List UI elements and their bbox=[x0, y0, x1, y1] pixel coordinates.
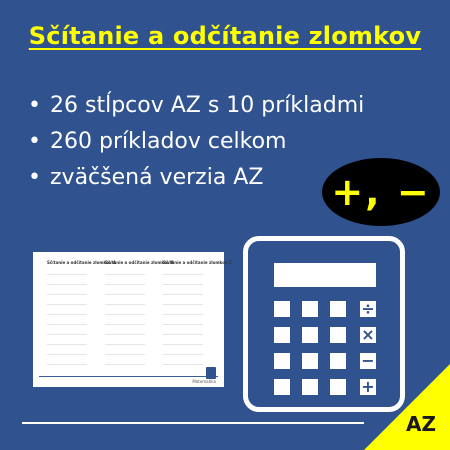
corner-badge: AZ bbox=[406, 412, 436, 436]
calculator-key bbox=[302, 353, 318, 369]
feature-item: • 260 príkladov celkom bbox=[28, 124, 364, 160]
worksheet-column bbox=[163, 260, 232, 372]
feature-item: • zväčšená verzia AZ bbox=[28, 160, 364, 196]
calculator-key bbox=[274, 379, 290, 395]
calculator-display bbox=[274, 263, 376, 287]
calculator-key bbox=[330, 353, 346, 369]
calculator-key bbox=[302, 301, 318, 317]
worksheet-preview bbox=[33, 252, 232, 387]
feature-item: • 26 stĺpcov AZ s 10 príkladmi bbox=[28, 88, 364, 124]
calculator-key bbox=[330, 327, 346, 343]
operators-badge: +, − bbox=[322, 158, 440, 226]
multiply-icon: × bbox=[361, 325, 375, 344]
worksheet-brand: Matematika bbox=[192, 379, 216, 384]
page-title: Sčítanie a odčítanie zlomkov bbox=[28, 22, 422, 50]
worksheet-column-title: Sčítanie a odčítanie zlomkov B bbox=[105, 260, 174, 265]
calculator-key bbox=[330, 301, 346, 317]
calculator-key bbox=[302, 327, 318, 343]
worksheet-column bbox=[105, 260, 174, 372]
worksheet-column bbox=[47, 260, 116, 372]
divide-icon: ÷ bbox=[361, 299, 375, 318]
worksheet-column-title: Sčítanie a odčítanie zlomkov C bbox=[163, 260, 232, 265]
calculator-icon bbox=[206, 367, 216, 379]
worksheet-footer-line bbox=[39, 376, 218, 377]
calculator-key bbox=[302, 379, 318, 395]
worksheet-column-title: Sčítanie a odčítanie zlomkov A bbox=[47, 260, 116, 265]
corner-triangle bbox=[364, 364, 450, 450]
footer-divider bbox=[22, 422, 364, 424]
calculator-key bbox=[274, 301, 290, 317]
calculator-key bbox=[274, 353, 290, 369]
plus-icon: + bbox=[361, 377, 375, 396]
calculator-key bbox=[274, 327, 290, 343]
feature-list bbox=[28, 88, 364, 196]
calculator-key bbox=[330, 379, 346, 395]
minus-icon: − bbox=[361, 351, 375, 370]
